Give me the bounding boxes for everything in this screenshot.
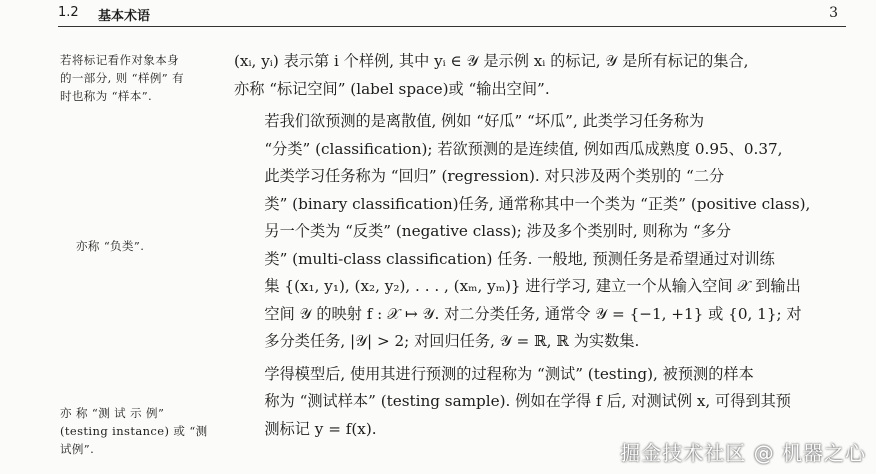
text-line: 学得模型后, 使用其进行预测的过程称为 “测试” (testing), 被预测的样本 <box>264 364 754 383</box>
text-line: 测标记 y = f(x). <box>264 419 377 438</box>
watermark: 掘金技术社区 @ 机器之心 <box>620 441 866 465</box>
margin-note-testing-instance <box>60 404 220 458</box>
header-rule <box>58 26 846 27</box>
margin-note-line: 的一部分, 则 “样例” 有 <box>60 71 184 85</box>
margin-note-line: 时也称为 “样本”. <box>60 89 153 103</box>
text-line: 空间 𝒴 的映射 f : 𝒳 ↦ 𝒴. 对二分类任务, 通常令 𝒴 = {−1, +1} 或 {0, 1}; 对 <box>264 304 802 323</box>
margin-note-line: 试例”. <box>60 442 95 456</box>
text-line: (xᵢ, yᵢ) 表示第 i 个样例, 其中 yᵢ ∈ 𝒴 是示例 xᵢ 的标记, 𝒴 是所有标记的集合, <box>234 52 749 70</box>
text-line: 称为 “测试样本” (testing sample). 例如在学得 f 后, 对测试例 x, 可得到其预 <box>264 392 791 410</box>
body-text <box>234 48 832 443</box>
paragraph-testing <box>234 361 832 444</box>
margin-note-line: (testing instance) 或 “测 <box>60 424 208 438</box>
text-line: 类” (multi-class classification) 任务. 一般地, 预测任务是希望通过对训练 <box>264 249 775 268</box>
text-line: 类” (binary classification)任务, 通常称其中一个类为 “正类” (positive class), <box>264 194 811 213</box>
text-line: 此类学习任务称为 “回归” (regression). 对只涉及两个类别的 “二分 <box>264 167 725 185</box>
text-line: 多分类任务, |𝒴| > 2; 对回归任务, 𝒴 = ℝ, ℝ 为实数集. <box>264 332 640 350</box>
text-line: 集 {(x₁, y₁), (x₂, y₂), . . . , (xₘ, yₘ)} 进行学习, 建立一个从输入空间 𝒳 到输出 <box>264 277 801 295</box>
paragraph-classification-regression <box>234 108 832 356</box>
page-header <box>58 0 846 26</box>
margin-note-line: 若将标记看作对象本身 <box>60 53 179 67</box>
section-number: 1.2 <box>58 5 79 20</box>
text-line: 若我们欲预测的是离散值, 例如 “好瓜” “坏瓜”, 此类学习任务称为 <box>264 112 705 130</box>
page-number: 3 <box>829 5 838 21</box>
margin-note-sample <box>60 51 220 105</box>
margin-note-line: 亦 称 “测 试 示 例” <box>60 406 165 420</box>
text-line: 另一个类为 “反类” (negative class); 涉及多个类别时, 则称为 “多分 <box>264 222 732 240</box>
paragraph-label-space <box>234 48 832 103</box>
margin-note-negative-class <box>76 237 216 255</box>
text-line: 亦称 “标记空间” (label space)或 “输出空间”. <box>234 79 550 98</box>
margin-note-line: 亦称 “负类”. <box>76 239 145 253</box>
text-line: “分类” (classification); 若欲预测的是连续值, 例如西瓜成熟度 0.95、0.37, <box>264 139 783 158</box>
section-title: 基本术语 <box>98 9 151 24</box>
